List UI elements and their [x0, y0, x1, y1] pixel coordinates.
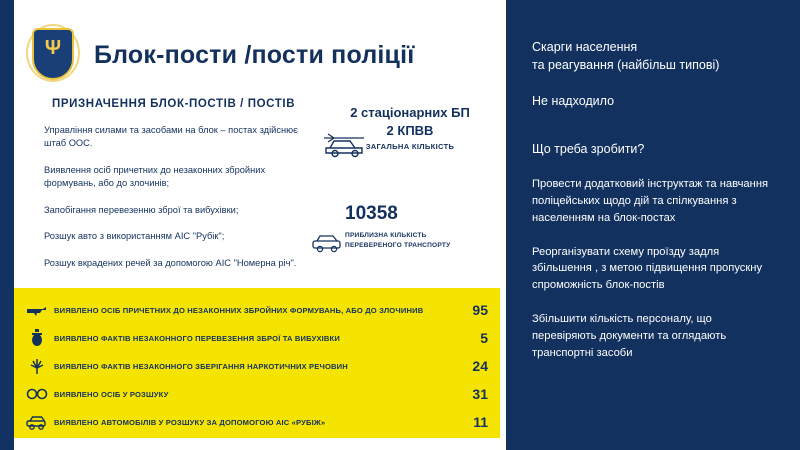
stat-checkpoints-caption: ЗАГАЛЬНА КІЛЬКІСТЬ — [365, 142, 455, 152]
table-row-value: 11 — [473, 414, 488, 430]
complaints-heading-line1: Скарги населення — [532, 40, 638, 54]
table-row-label: ВИЯВЛЕНО ОСІБ У РОЗШУКУ — [54, 389, 169, 399]
stat-vehicles-caption: ПРИБЛИЗНА КІЛЬКІСТЬ ПЕРЕВЕРЕНОГО ТРАНСПОРТУ — [345, 232, 451, 249]
table-row — [14, 352, 500, 380]
table-row — [14, 408, 500, 436]
table-row-value: 95 — [472, 302, 488, 318]
bullet-item: Розшук вкрадених речей за допомогою АІС "Номерна річ". — [44, 257, 297, 268]
table-row-label: ВИЯВЛЕНО ФАКТІВ НЕЗАКОННОГО ПЕРЕВЕЗЕННЯ ЗБРОЇ ТА ВИБУХІВКИ — [54, 333, 340, 343]
car-search-icon — [24, 411, 50, 433]
table-row-value: 5 — [480, 330, 488, 346]
bullet-list — [44, 124, 314, 283]
table-row-label: ВИЯВЛЕНО АВТОМОБІЛІВ У РОЗШУКУ ЗА ДОПОМОГОЮ АІС «РУБІЖ» — [54, 417, 326, 427]
table-row — [14, 380, 500, 408]
stat-checkpoints-line1: 2 стаціонарних БП — [350, 105, 470, 120]
table-row — [14, 324, 500, 352]
table-row-value: 24 — [472, 358, 488, 374]
table-row — [14, 296, 500, 324]
car-icon — [322, 128, 372, 158]
handcuffs-icon — [24, 383, 50, 405]
complaints-status: Не надходило — [532, 94, 615, 109]
complaints-heading — [532, 38, 774, 74]
stat-vehicles-checked — [345, 203, 475, 250]
todo-item: Реорганізувати схему проїзду задля збільшення , з метою підвищення пропускну спроможність блок-постів — [532, 245, 763, 292]
complaints-heading-line2: та реагування (найбільш типові) — [532, 58, 720, 73]
table-row-label: ВИЯВЛЕНО ФАКТІВ НЕЗАКОННОГО ЗБЕРІГАННЯ НАРКОТИЧНИХ РЕЧОВИН — [54, 361, 348, 371]
table-row-label: ВИЯВЛЕНО ОСІБ ПРИЧЕТНИХ ДО НЕЗАКОННИХ ЗБРОЙНИХ ФОРМУВАНЬ, АБО ДО ЗЛОЧИНИВ — [54, 305, 424, 315]
results-table — [14, 288, 500, 438]
rifle-icon — [24, 299, 50, 321]
police-emblem-icon: Ψ — [24, 24, 82, 86]
table-row-value: 31 — [472, 386, 488, 402]
cannabis-icon — [24, 355, 50, 377]
todo-heading: Що треба зробити? — [532, 142, 645, 157]
car-icon — [310, 232, 344, 254]
section-heading: ПРИЗНАЧЕННЯ БЛОК-ПОСТІВ / ПОСТІВ — [52, 98, 296, 110]
left-accent-bar — [0, 0, 14, 450]
grenade-icon — [24, 327, 50, 349]
bullet-item: Управління силами та засобами на блок – постах здійснює штаб ООС. — [44, 125, 298, 149]
bullet-item: Виявлення осіб причетних до незаконних збройних формувань, або до злочинів; — [44, 164, 266, 189]
todo-item: Провести додатковий інструктаж та навчання поліцейських щодо дій та спілкування з населенням на блок-постах — [532, 178, 769, 224]
stat-vehicles-value: 10358 — [345, 203, 398, 224]
right-panel — [506, 0, 800, 450]
slide-header — [14, 24, 494, 86]
bullet-item: Запобігання перевезенню зброї та вибухівки; — [44, 204, 239, 215]
todo-item: Збільшити кількість персоналу, що перевіряють документи та оглядають транспортні засоби — [532, 313, 727, 359]
page-title: Блок-пости /пости поліції — [94, 40, 415, 69]
stat-checkpoints-line2: 2 КПВВ — [386, 122, 434, 138]
bullet-item: Розшук авто з використанням АІС "Рубік"; — [44, 231, 225, 242]
